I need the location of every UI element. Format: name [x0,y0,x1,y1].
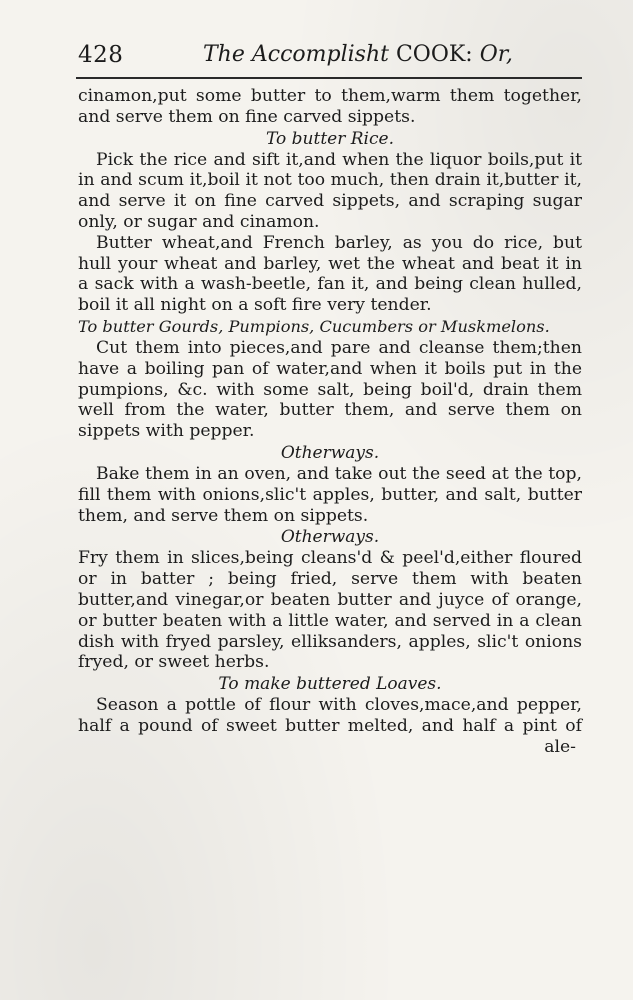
page-number: 428 [78,42,124,68]
paragraph-loaves-1: Season a pottle of flour with cloves,mace,and pepper, half a pound of sweet butter melted, and half a pint of [78,695,582,736]
header-rule [76,77,582,79]
running-title-end: Or, [479,42,513,67]
subheading-otherways-1: Otherways. [280,442,380,463]
running-title [203,42,513,67]
paragraph-rice-1: Pick the rice and sift it,and when the liquor boils,put it in and scum it,boil it not too much, then drain it,butter it, and serve it on fine carved sippets, and scraping sugar only, or sugar and cinamon. [78,149,582,232]
running-title-italic: The Accomplisht [203,42,389,67]
paragraph-gourds-1: Cut them into pieces,and pare and cleanse them;then have a boiling pan of water,and when it boils put in the pumpions, &c. with some salt, being boil'd, drain them well from the water, butter them, and serve them on sippets with pepper. [78,337,582,442]
catchword: ale- [544,736,576,757]
paragraph-rice-2: Butter wheat,and French barley, as you do rice, but hull your wheat and barley, wet the wheat and beat it in a sack with a wash-beetle, fan it, and being clean hulled, boil it all night on a soft fire very tender. [78,232,582,316]
recipe-heading-gourds: To butter Gourds, Pumpions, Cucumbers or Muskmelons. [78,316,550,336]
paragraph-gourds-3: Fry them in slices,being cleans'd & peel'd,either floured or in batter ; being fried, serve them with beaten butter,and vinegar,or beaten butter and juyce of orange, or butter beaten with a little water, and served in a clean dish with fryed parsley, elliksanders, apples, slic't onions fryed, or sweet herbs. [78,548,582,673]
paragraph-continuation: cinamon,put some butter to them,warm them together, and serve them on fine carved sippets. [78,86,582,127]
running-title-caps: COOK: [395,42,473,67]
subheading-otherways-2: Otherways. [280,527,380,548]
page-body [78,86,582,758]
recipe-heading-loaves: To make buttered Loaves. [218,674,442,695]
recipe-heading-rice: To butter Rice. [266,128,394,149]
paragraph-gourds-2: Bake them in an oven, and take out the seed at the top, fill them with onions,slic't apples, butter, and salt, butter them, and serve them on sippets. [78,463,582,526]
running-header [78,38,586,74]
